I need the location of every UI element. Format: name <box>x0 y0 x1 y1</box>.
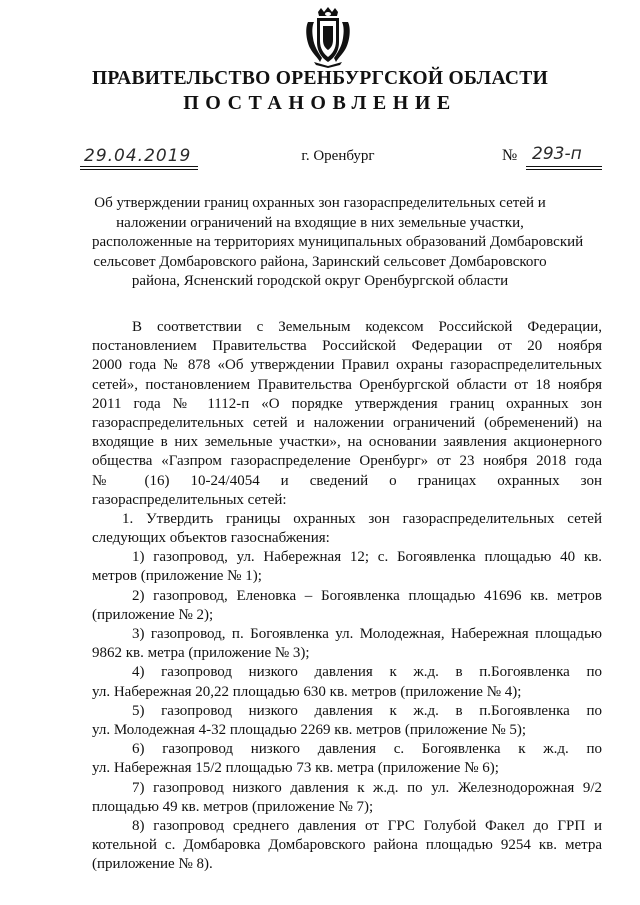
document-city: г. Оренбург <box>301 148 375 164</box>
preamble-line: В соответствии с Земельным кодексом Российской Федерации, <box>132 319 602 335</box>
preamble-line: 2011 года № 1112-п «О порядке утверждения границ охранных зон <box>92 395 602 412</box>
list-item-line: котельной с. Домбаровка Домбаровского района площадью 9254 кв. метра <box>92 837 602 854</box>
date-underline <box>80 169 198 170</box>
document-date: 29.04.2019 <box>84 146 192 166</box>
list-item-line: (приложение № 8). <box>92 856 213 873</box>
document-number: 293-п <box>532 144 582 164</box>
clause-line: 1. Утвердить границы охранных зон газораспределительных сетей <box>122 510 602 527</box>
preamble-line: газораспределительных сетей: <box>92 491 287 508</box>
preamble-line: общества «Газпром газораспределение Оренбург» от 23 ноября 2018 года <box>92 453 602 470</box>
date-underline <box>80 166 198 167</box>
list-item-line: (приложение № 2); <box>92 606 214 623</box>
list-item-line: 9862 кв. метра (приложение № 3); <box>92 645 310 662</box>
number-underline <box>526 166 602 167</box>
list-item-line: 5) газопровод низкого давления к ж.д. в п.Богоявленка по <box>132 702 602 719</box>
number-sign: № <box>502 147 518 164</box>
list-item-line: 2) газопровод, Еленовка – Богоявленка площадью 41696 кв. метров <box>132 587 602 604</box>
document-body <box>92 318 602 874</box>
preamble-line: входящие в них земельные участки», на основании заявления акционерного <box>92 434 602 451</box>
list-item-line: 1) газопровод, ул. Набережная 12; с. Богоявленка площадью 40 кв. <box>132 549 602 566</box>
document-subject <box>92 194 584 292</box>
list-item-line: ул. Молодежная 4-32 площадью 2269 кв. метров (приложение № 5); <box>92 721 527 738</box>
document-type-title: ПОСТАНОВЛЕНИЕ <box>183 92 457 114</box>
preamble-line: 2000 года № 878 «Об утверждении Правил охраны газораспределительных <box>92 357 602 374</box>
coat-of-arms-icon <box>304 6 352 68</box>
preamble-line: № (16) 10-24/4054 и сведений о границах охранных зон <box>92 472 602 489</box>
list-item-line: 4) газопровод низкого давления к ж.д. в п.Богоявленка по <box>132 664 602 681</box>
number-underline <box>526 169 602 170</box>
list-item-line: площадью 49 кв. метров (приложение № 7); <box>92 798 374 815</box>
clause-line: следующих объектов газоснабжения: <box>92 530 330 547</box>
subject-line: района, Ясненский городской округ Оренбургской области <box>131 273 509 290</box>
subject-line: Об утверждении границ охранных зон газораспределительных сетей и <box>94 195 546 211</box>
list-item-line: 6) газопровод низкого давления с. Богоявленка к ж.д. по <box>132 741 602 758</box>
list-item-line: ул. Набережная 15/2 площадью 73 кв. метра (приложение № 6); <box>92 760 499 777</box>
preamble-line: газораспределительных сетей и наложении ограничений (обременений) на <box>92 414 602 431</box>
preamble-line: постановлением Правительства Российской Федерации от 20 ноября <box>92 338 602 355</box>
subject-line: наложении ограничений на входящие в них земельные участки, <box>116 214 524 231</box>
subject-line: расположенные на территориях муниципальных образований Домбаровский <box>92 234 584 251</box>
subject-line: сельсовет Домбаровского района, Заринский сельсовет Домбаровского <box>93 253 547 270</box>
organization-title: ПРАВИТЕЛЬСТВО ОРЕНБУРГСКОЙ ОБЛАСТИ <box>91 68 549 89</box>
list-item-line: 8) газопровод среднего давления от ГРС Голубой Факел до ГРП и <box>132 817 602 834</box>
list-item-line: метров (приложение № 1); <box>92 568 262 585</box>
list-item-line: 7) газопровод низкого давления к ж.д. по ул. Железнодорожная 9/2 <box>132 779 602 796</box>
list-item-line: ул. Набережная 20,22 площадью 630 кв. метров (приложение № 4); <box>92 683 522 700</box>
preamble-line: сетей», постановлением Правительства Оренбургской области от 18 ноября <box>92 376 602 393</box>
list-item-line: 3) газопровод, п. Богоявленка ул. Молодежная, Набережная площадью <box>132 626 602 642</box>
